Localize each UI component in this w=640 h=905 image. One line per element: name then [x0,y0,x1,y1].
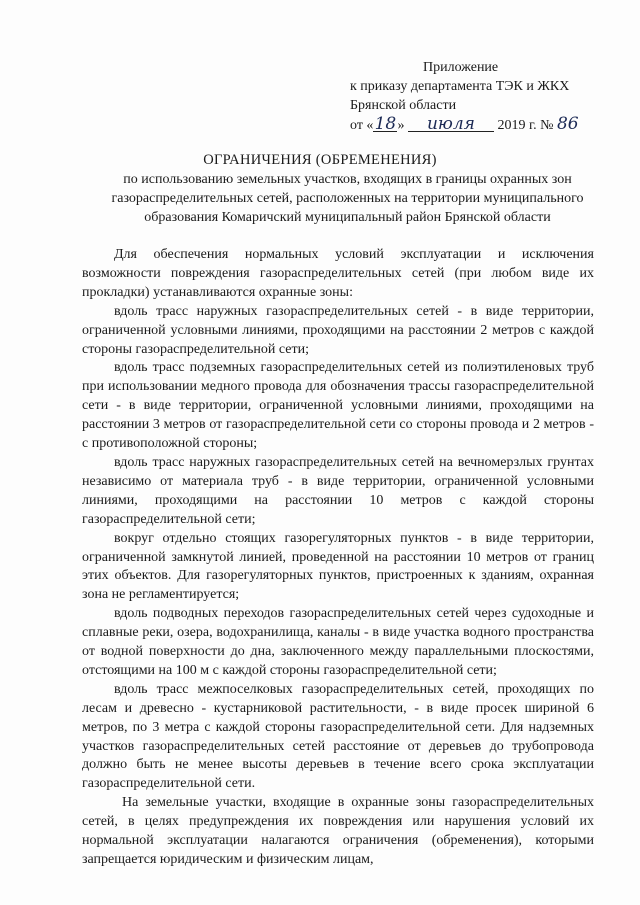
date-day-handwritten: 18 [374,114,397,134]
appendix-label: Приложение [423,60,499,75]
paragraph: вдоль подводных переходов газораспределительных сетей через судоходные и сплавные реки, озера, водохранилища, каналы - в виде участка водного пространства от водной поверхности до дна, заключенного между параллельными плоскостями, отстоящими на 100 м с каждой стороны газораспределительной сети; [82,606,594,678]
document-subtitle: по использованию земельных участков, входящих в границы охранных зон газораспределительных сетей, расположенных на территории муниципального образования Комаричский муниципальный район Брянской области [111,172,584,225]
date-prefix: от « [350,118,374,133]
document-body [82,246,594,870]
document-title: ОГРАНИЧЕНИЯ (ОБРЕМЕНЕНИЯ) [203,152,437,168]
paragraph: вдоль трасс наружных газораспределительных сетей на вечномерзлых грунтах независимо от материала труб - в виде территории, ограниченной условными линиями, проходящими на расстоянии 10 метров с каждой стороны газораспределительной сети; [82,454,594,527]
paragraph: На земельные участки, входящие в охранные зоны газораспределительных сетей, в целях предупреждения их повреждения или нарушения условий их нормальной эксплуатации налагаются ограничения (обременения), которыми запрещается юридическим и физическим лицам, [82,795,594,867]
date-month-handwritten: июля [408,117,494,132]
paragraph-intro: Для обеспечения нормальных условий эксплуатации и исключения возможности повреждения газораспределительных сетей (при любом виде их прокладки) устанавливаются охранные зоны: [82,247,594,300]
date-year: 2019 г. № [497,118,554,133]
appendix-date-line [350,115,579,135]
paragraph: вдоль трасс наружных газораспределительных сетей - в виде территории, ограниченной условными линиями, проходящими на расстоянии 2 метров с каждой стороны газораспределительной сети; [82,303,594,357]
paragraph: вокруг отдельно стоящих газорегуляторных пунктов - в виде территории, ограниченной замкнутой линией, проведенной на расстоянии 10 метров от границ этих объектов. Для газорегуляторных пунктов, пристроенных к зданиям, охранная зона не регламентируется; [82,530,594,603]
paragraph: вдоль трасс межпоселковых газораспределительных сетей, проходящих по лесам и древесно - кустарниковой растительности, - в виде просек шириной 6 метров, по 3 метра с каждой стороны газораспределительной сети. Для надземных участков газораспределительных сетей расстояние от деревьев до трубопровода должно быть не менее высоты деревьев в течение всего срока эксплуатации газораспределительной сети. [82,681,594,792]
appendix-header [350,58,579,135]
appendix-order-line: к приказу департамента ТЭК и ЖКХ [350,79,570,94]
date-quote: » [397,118,405,133]
order-number-handwritten: 86 [556,114,579,134]
paragraph: вдоль трасс подземных газораспределительных сетей из полиэтиленовых труб при использовании медного провода для обозначения трассы газораспределительной сети - в виде территории, ограниченной условными линиями, проходящими на расстоянии 3 метров от газораспределительной сети со стороны провода и 2 метров - с противоположной стороны; [82,360,594,452]
appendix-region-line: Брянской области [350,98,457,113]
